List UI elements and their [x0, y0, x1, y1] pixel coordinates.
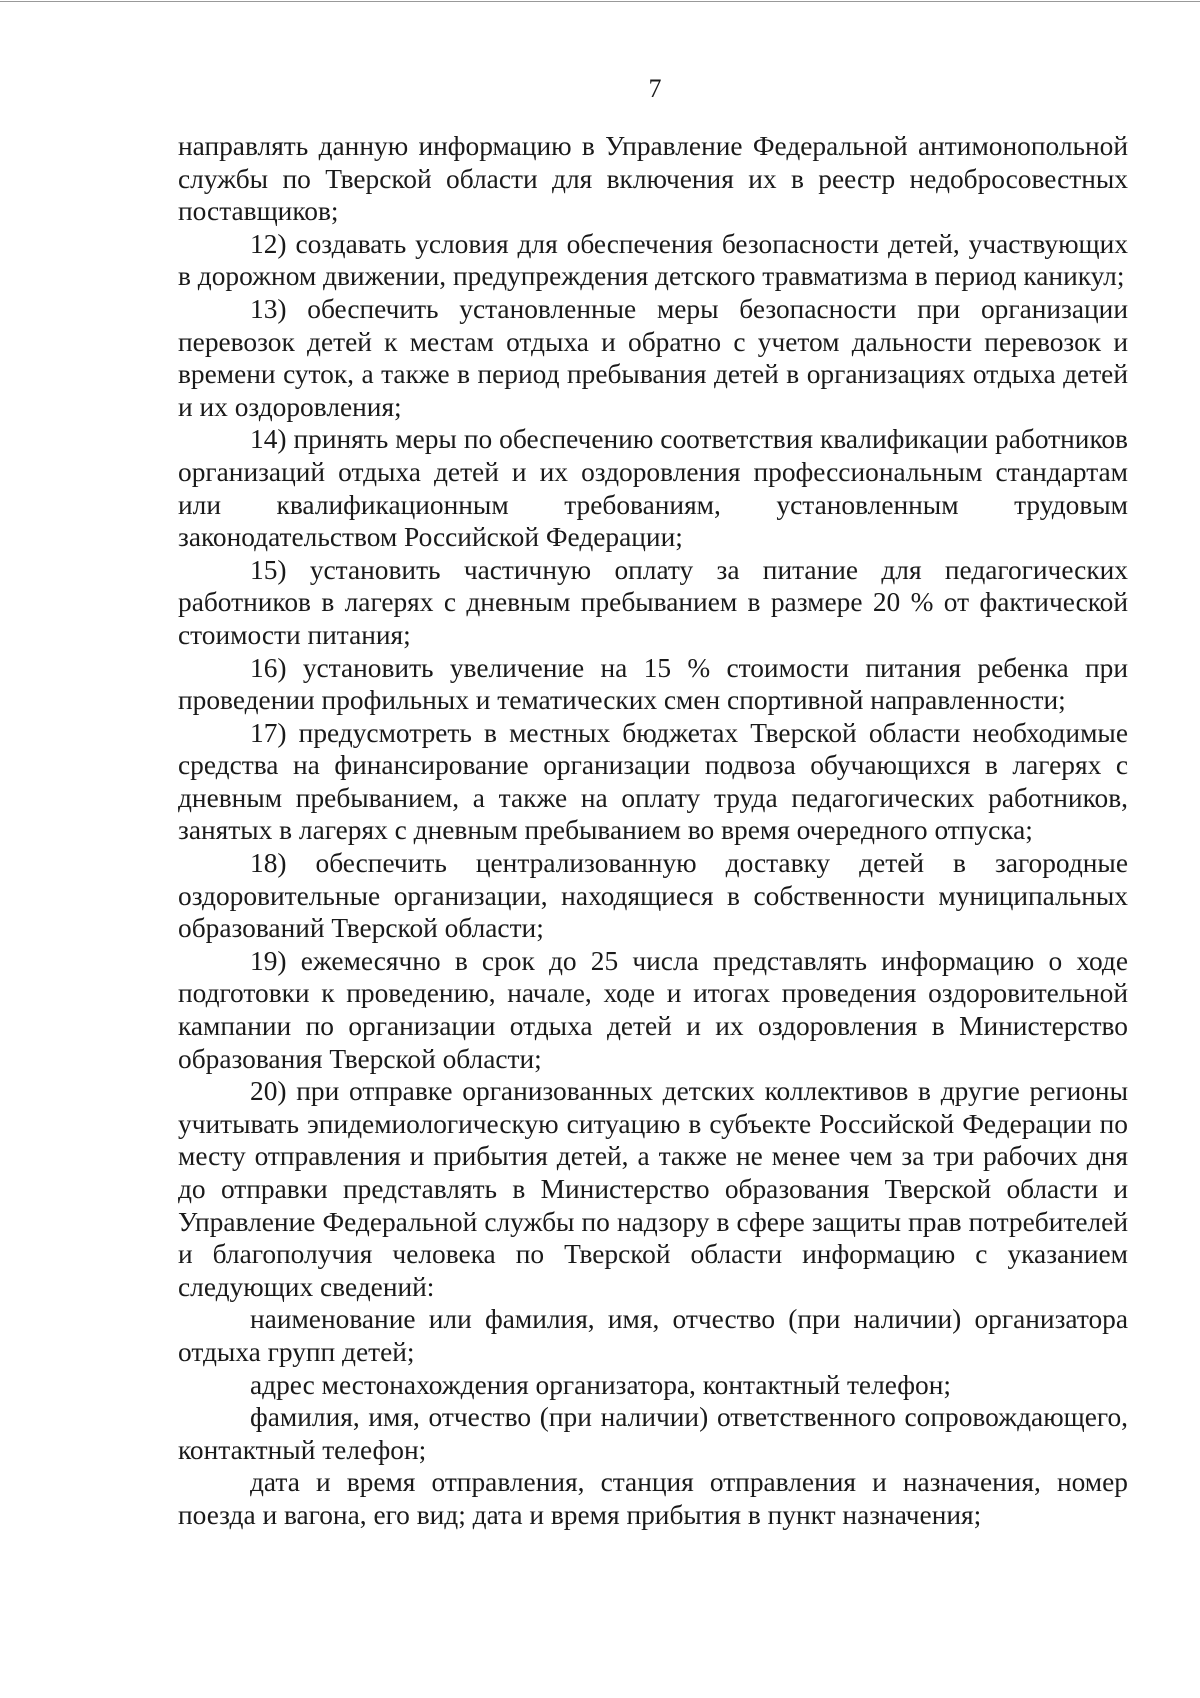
- paragraph-item-16: 16) установить увеличение на 15 % стоимости питания ребенка при проведении профильных и тематических смен спортивной направленности;: [178, 652, 1128, 716]
- paragraph-organizer-address: адрес местонахождения организатора, контактный телефон;: [250, 1369, 951, 1400]
- paragraph-item-14: 14) принять меры по обеспечению соответствия квалификации работников организаций отдыха детей и их оздоровления профессиональным стандартам или квалификационным требованиям, установленным трудовым законодательством Российской Федерации;: [178, 424, 1128, 553]
- paragraph-item-12: 12) создавать условия для обеспечения безопасности детей, участвующих в дорожном движении, предупреждения детского травматизма в период каникул;: [178, 228, 1128, 292]
- paragraph-item-17: 17) предусмотреть в местных бюджетах Тверской области необходимые средства на финансирование организации подвоза обучающихся в лагерях с дневным пребыванием, а также на оплату труда педагогических работников, занятых в лагерях с дневным пребыванием во время очередного отпуска;: [178, 717, 1128, 846]
- scan-edge-line: [0, 1, 1200, 2]
- paragraph-item-15: 15) установить частичную оплату за питание для педагогических работников в лагерях с дневным пребыванием в размере 20 % от фактической стоимости питания;: [178, 554, 1128, 650]
- paragraph-organizer-name: наименование или фамилия, имя, отчество (при наличии) организатора отдыха групп детей;: [178, 1304, 1128, 1367]
- paragraph-item-19: 19) ежемесячно в срок до 25 числа представлять информацию о ходе подготовки к проведению, начале, ходе и итогах проведения оздоровительной кампании по организации отдыха детей и их оздоровления в Министерство образования Тверской области;: [178, 945, 1128, 1074]
- document-body: [178, 130, 1128, 1532]
- paragraph-escort: фамилия, имя, отчество (при наличии) ответственного сопровождающего, контактный телефон;: [178, 1402, 1128, 1465]
- paragraph-departure-details: дата и время отправления, станция отправления и назначения, номер поезда и вагона, его вид; дата и время прибытия в пункт назначения;: [178, 1467, 1128, 1530]
- paragraph-item-18: 18) обеспечить централизованную доставку детей в загородные оздоровительные организации, находящиеся в собственности муниципальных образований Тверской области;: [178, 848, 1128, 944]
- paragraph-item-13: 13) обеспечить установленные меры безопасности при организации перевозок детей к местам отдыха и обратно с учетом дальности перевозок и времени суток, а также в период пребывания детей в организациях отдыха детей и их оздоровления;: [178, 293, 1128, 422]
- paragraph-item-20: 20) при отправке организованных детских коллективов в другие регионы учитывать эпидемиологическую ситуацию в субъекте Российской Федерации по месту отправления и прибытия детей, а также не менее чем за три рабочих дня до отправки представлять в Министерство образования Тверской области и Управление Федеральной службы по надзору в сфере защиты прав потребителей и благополучия человека по Тверской области информацию с указанием следующих сведений:: [178, 1076, 1128, 1302]
- page-number: 7: [648, 74, 662, 103]
- paragraph-continuation: направлять данную информацию в Управление Федеральной антимонопольной службы по Тверской области для включения их в реестр недобросовестных поставщиков;: [178, 131, 1128, 227]
